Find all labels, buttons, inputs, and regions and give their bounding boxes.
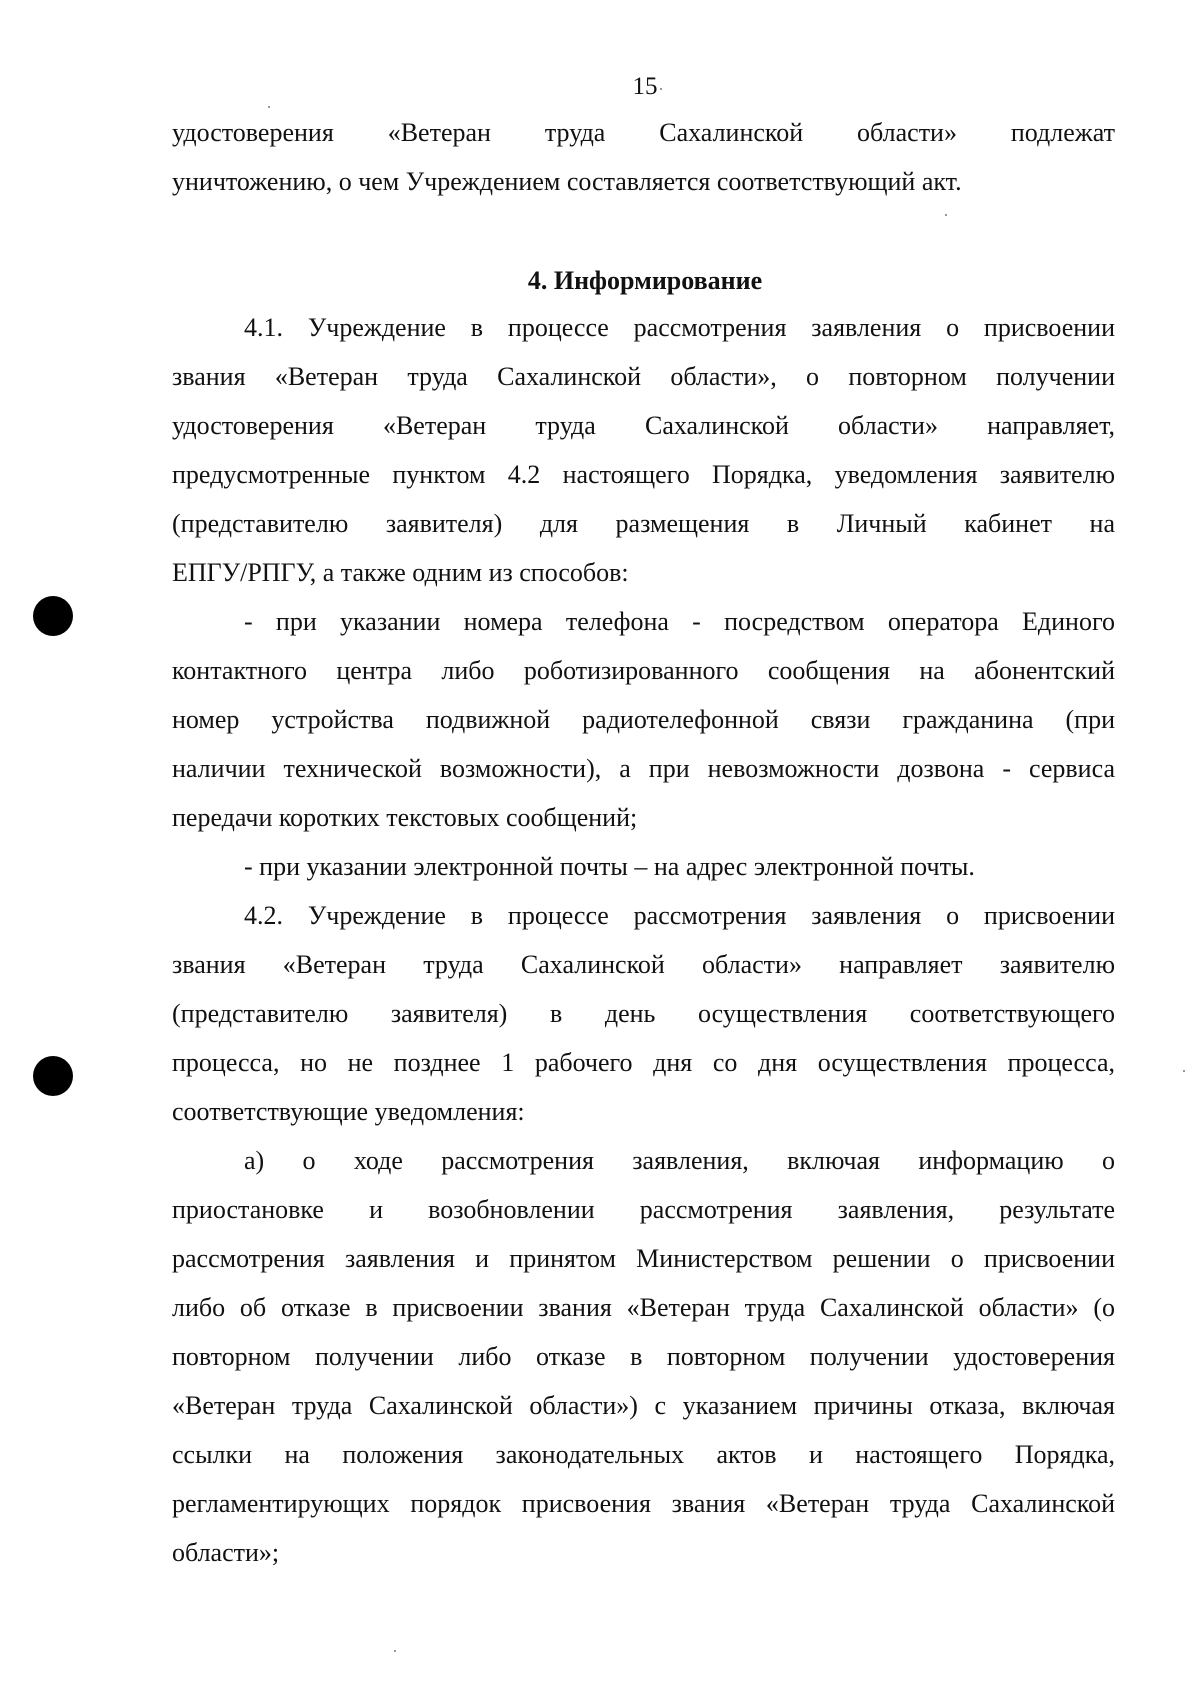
text-line: предусмотренные пунктом 4.2 настоящего Порядка, уведомления заявителю (172, 460, 1115, 489)
paragraph-4-2 (172, 891, 1115, 1136)
punch-hole (33, 596, 73, 636)
text-line: удостоверения «Ветеран труда Сахалинской области» направляет, (172, 411, 1115, 440)
scan-speck (945, 214, 947, 216)
page-number: 15 (632, 73, 658, 100)
text-line: - при указании номера телефона - посредством оператора Единого (244, 607, 1115, 636)
scan-speck (1183, 1070, 1185, 1072)
text-line: 4.2. Учреждение в процессе рассмотрения заявления о присвоении (244, 901, 1115, 930)
text-line: 4.1. Учреждение в процессе рассмотрения заявления о присвоении (244, 313, 1115, 342)
text-line: регламентирующих порядок присвоения звания «Ветеран труда Сахалинской (172, 1489, 1115, 1518)
text-line: контактного центра либо роботизированного сообщения на абонентский (172, 656, 1115, 685)
text-line: «Ветеран труда Сахалинской области») с указанием причины отказа, включая (172, 1391, 1115, 1420)
list-item-phone (172, 597, 1115, 842)
continuation-paragraph (172, 108, 1115, 206)
text-line: - при указании электронной почты – на адрес электронной почты. (244, 852, 975, 881)
text-line: соответствующие уведомления: (172, 1097, 525, 1126)
scan-speck (394, 1650, 396, 1652)
text-line: передачи коротких текстовых сообщений; (172, 803, 638, 832)
text-line: уничтожению, о чем Учреждением составляется соответствующий акт. (172, 167, 962, 196)
text-line: процесса, но не позднее 1 рабочего дня со дня осуществления процесса, (172, 1048, 1115, 1077)
subparagraph-a (172, 1136, 1115, 1577)
punch-hole (33, 1056, 73, 1096)
text-line: удостоверения «Ветеран труда Сахалинской области» подлежат (172, 118, 1115, 147)
text-line: ЕПГУ/РПГУ, а также одним из способов: (172, 558, 629, 587)
text-line: звания «Ветеран труда Сахалинской области» направляет заявителю (172, 950, 1115, 979)
list-item-email (172, 842, 1115, 891)
text-line: ссылки на положения законодательных актов и настоящего Порядка, (172, 1440, 1115, 1469)
text-line: (представителю заявителя) в день осуществления соответствующего (172, 999, 1115, 1028)
text-line: области»; (172, 1538, 280, 1567)
text-line: наличии технической возможности), а при невозможности дозвона - сервиса (172, 754, 1115, 783)
text-line: рассмотрения заявления и принятом Министерством решении о присвоении (172, 1244, 1115, 1273)
text-line: номер устройства подвижной радиотелефонной связи гражданина (при (172, 705, 1115, 734)
text-line: либо об отказе в присвоении звания «Ветеран труда Сахалинской области» (о (172, 1293, 1115, 1322)
section-heading: 4. Информирование (527, 266, 763, 295)
text-line: приостановке и возобновлении рассмотрения заявления, результате (172, 1195, 1115, 1224)
text-line: а) о ходе рассмотрения заявления, включая информацию о (244, 1146, 1115, 1175)
paragraph-4-1 (172, 303, 1115, 597)
text-line: повторном получении либо отказе в повторном получении удостоверения (172, 1342, 1115, 1371)
text-line: (представителю заявителя) для размещения в Личный кабинет на (172, 509, 1115, 538)
text-line: звания «Ветеран труда Сахалинской области», о повторном получении (172, 362, 1115, 391)
